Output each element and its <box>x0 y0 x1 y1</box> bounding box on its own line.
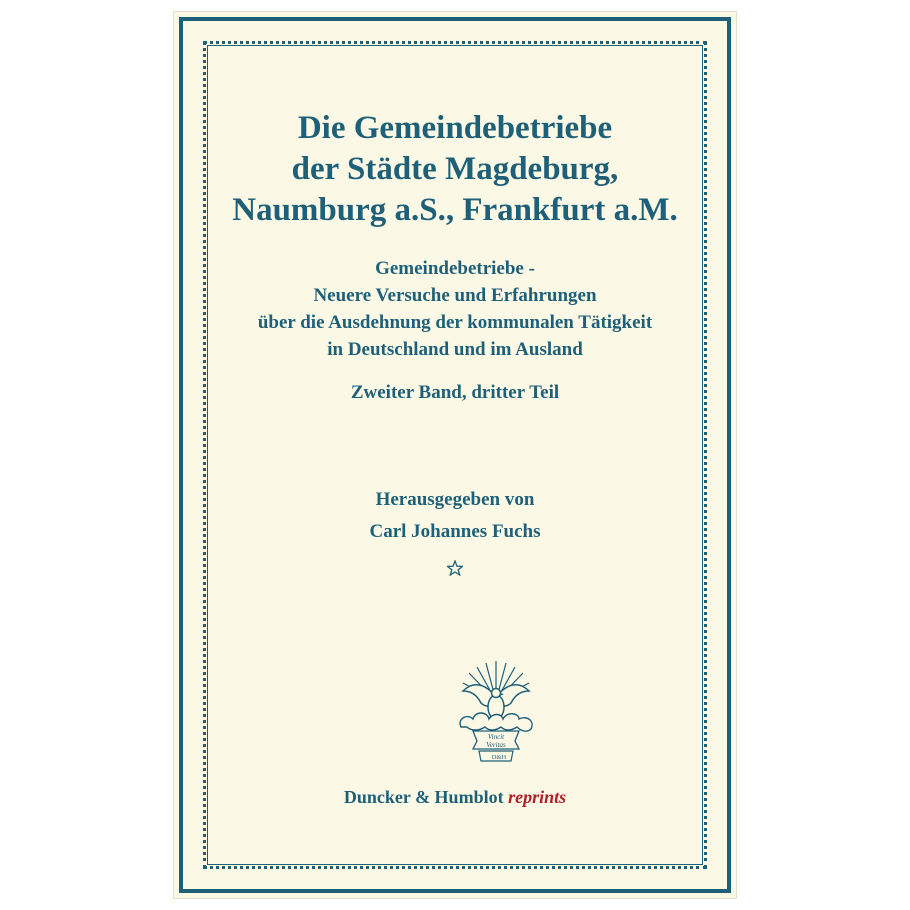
publisher-name: Duncker & Humblot <box>343 787 504 807</box>
subtitle-line: über die Ausdehnung der kommunalen Tätigkeit <box>257 312 653 333</box>
editor-block <box>214 484 696 548</box>
emblem-motto-1: Vincit <box>487 733 505 741</box>
publisher-reprints: reprints <box>508 787 567 807</box>
publisher-line <box>214 787 696 808</box>
book-title <box>214 108 696 231</box>
volume-info: Zweiter Band, dritter Teil <box>350 382 560 403</box>
book-cover <box>174 12 736 898</box>
star-ornament <box>214 560 696 580</box>
title-line: der Städte Magdeburg, <box>291 151 619 187</box>
emblem-motto-2: Veritas <box>486 741 506 749</box>
emblem-monogram: D&H <box>491 754 507 761</box>
subtitle-line: Neuere Versuche und Erfahrungen <box>313 285 597 306</box>
editor-name: Carl Johannes Fuchs <box>369 521 541 542</box>
edited-by-label: Herausgegeben von <box>375 489 535 510</box>
subtitle-line: Gemeindebetriebe - <box>375 258 535 279</box>
subtitle-line: in Deutschland und im Ausland <box>327 339 583 360</box>
book-subtitle <box>214 255 696 363</box>
star-icon <box>447 560 463 576</box>
title-line: Naumburg a.S., Frankfurt a.M. <box>232 192 678 228</box>
title-line: Die Gemeindebetriebe <box>297 110 613 146</box>
cover-content <box>214 12 696 898</box>
eagle-emblem-icon <box>455 657 537 765</box>
